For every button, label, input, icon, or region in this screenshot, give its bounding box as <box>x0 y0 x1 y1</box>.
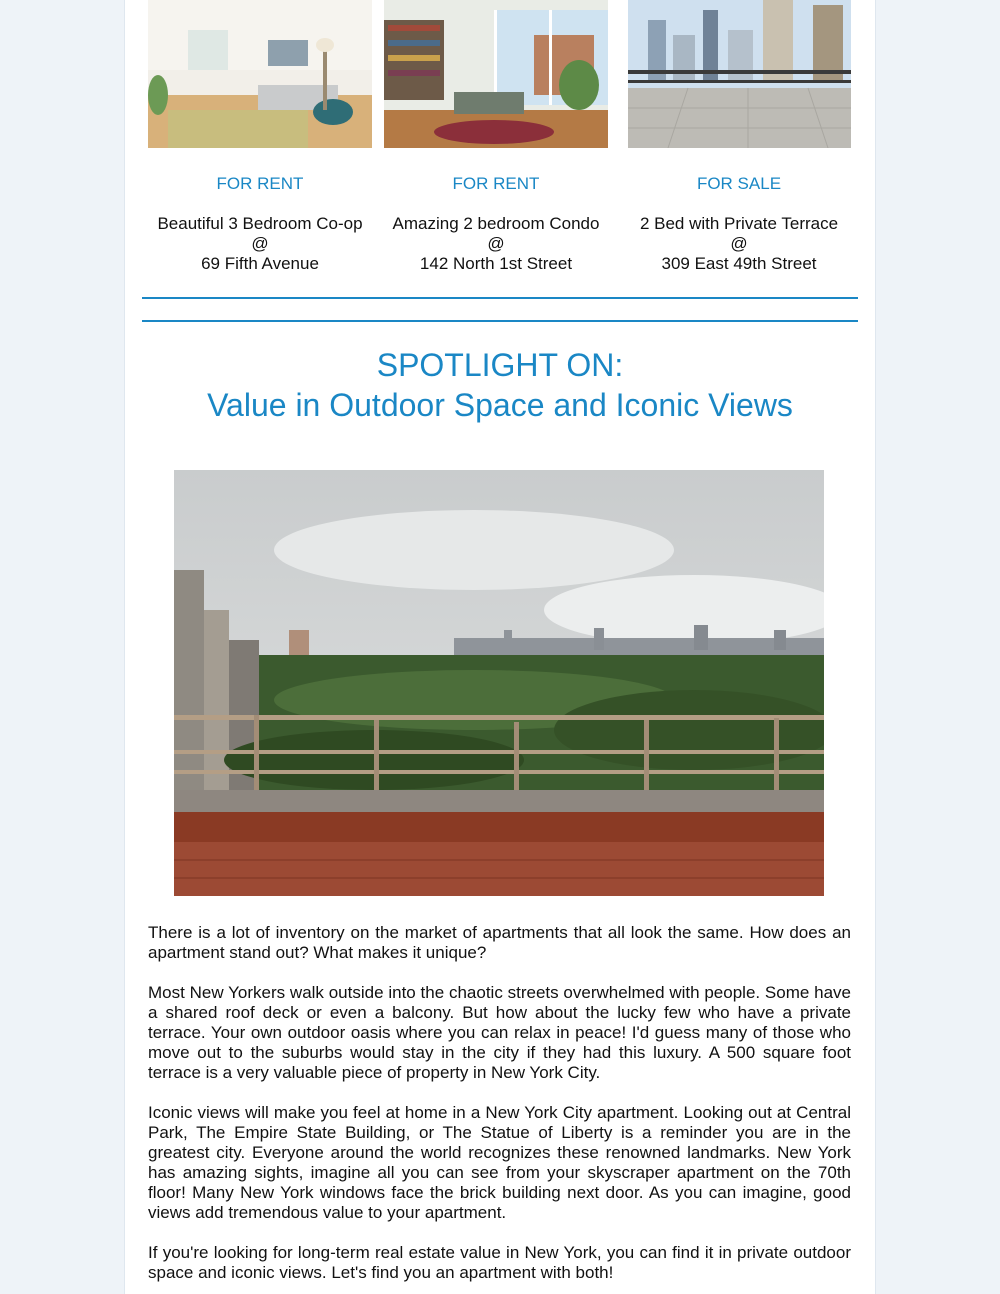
divider-bottom <box>142 320 858 322</box>
listing-status-3[interactable]: FOR SALE <box>696 174 782 193</box>
listing-description-3[interactable] <box>622 214 856 274</box>
spotlight-heading: SPOTLIGHT ON: <box>376 347 624 383</box>
listing-description-1[interactable] <box>142 214 378 274</box>
listing-at: @ <box>251 234 269 253</box>
listing-photo-2[interactable] <box>384 0 608 148</box>
listing-title: Amazing 2 bedroom Condo <box>392 214 600 233</box>
article-paragraph-2: Most New Yorkers walk outside into the chaotic streets overwhelmed with people. Some have a shared roof deck or even a balcony. But how about the lucky few who have a private terrace. Your own outdoor oasis where you can relax in peace! I'd guess many of those who move out to the suburbs would stay in the city if they had this luxury. A 500 square foot terrace is a very valuable piece of property in New York City. <box>148 983 851 1082</box>
listing-photo-1[interactable] <box>148 0 372 148</box>
spotlight-subheading: Value in Outdoor Space and Iconic Views <box>207 387 793 423</box>
listing-title: 2 Bed with Private Terrace <box>639 214 839 233</box>
listing-description-2[interactable] <box>378 214 614 274</box>
article-paragraph-1: There is a lot of inventory on the market of apartments that all look the same. How does an apartment stand out? What makes it unique? <box>148 923 851 962</box>
listing-status-2[interactable]: FOR RENT <box>452 174 540 193</box>
listing-title: Beautiful 3 Bedroom Co-op <box>157 214 363 233</box>
divider-top <box>142 297 858 299</box>
listing-address: 142 North 1st Street <box>419 254 573 273</box>
article-paragraph-3: Iconic views will make you feel at home in a New York City apartment. Looking out at Central Park, The Empire State Building, or The Statue of Liberty is a reminder you are in the greatest city. Everyone around the world recognizes these renowned landmarks. New York has amazing sights, imagine all you can see from your skyscraper apartment on the 70th floor! Many New York windows face the brick building next door. As you can imagine, good views add tremendous value to your apartment. <box>148 1103 851 1222</box>
spotlight-photo[interactable] <box>174 470 824 896</box>
listing-photo-3[interactable] <box>628 0 851 148</box>
listing-address: 309 East 49th Street <box>661 254 817 273</box>
article-paragraph-4: If you're looking for long-term real estate value in New York, you can find it in private outdoor space and iconic views. Let's find you an apartment with both! <box>148 1243 851 1282</box>
listing-at: @ <box>487 234 505 253</box>
listing-address: 69 Fifth Avenue <box>201 254 319 273</box>
listing-status-1[interactable]: FOR RENT <box>216 174 304 193</box>
listing-at: @ <box>730 234 748 253</box>
